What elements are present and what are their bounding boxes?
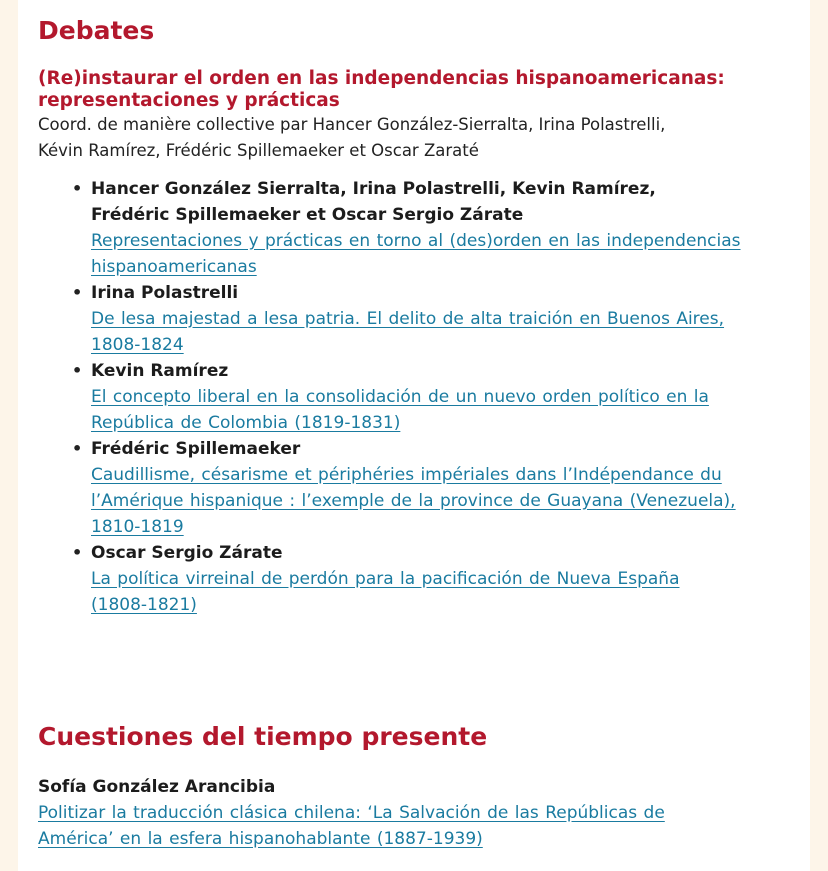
present-heading: Cuestiones del tiempo presente (38, 722, 488, 751)
article-link[interactable] (91, 462, 792, 540)
article-link[interactable] (91, 566, 792, 618)
dossier-title (38, 68, 792, 112)
article-link-line[interactable]: La política virreinal de perdón para la pacificación de Nueva España (91, 569, 680, 589)
coordinators (38, 112, 792, 164)
article-link-line[interactable]: l’Amérique hispanique : l’exemple de la province de Guayana (Venezuela), (91, 491, 736, 511)
bullet-icon: • (72, 283, 83, 302)
article-link-line[interactable]: América’ en la esfera hispanohablante (1887-1939) (38, 829, 483, 849)
article-author: Oscar Sergio Zárate (91, 543, 283, 563)
coordinators-line: Kévin Ramírez, Frédéric Spillemaeker et Oscar Zaraté (38, 141, 479, 160)
article-link-line[interactable]: 1808-1824 (91, 335, 184, 355)
dossier-title-line: representaciones y prácticas (38, 90, 340, 111)
article-author: Frédéric Spillemaeker (91, 439, 301, 459)
article-item (72, 280, 792, 358)
article-link-line[interactable]: Politizar la traducción clásica chilena: ‘La Salvación de las Repúblicas de (38, 803, 665, 823)
present-section (38, 722, 792, 852)
article-link-line[interactable]: 1810-1819 (91, 517, 184, 537)
article-author: Irina Polastrelli (91, 283, 239, 303)
article-item (72, 436, 792, 540)
article-item (72, 358, 792, 436)
debates-heading: Debates (38, 16, 155, 45)
page (18, 0, 810, 871)
bullet-icon: • (72, 361, 83, 380)
dossier-title-line: (Re)instaurar el orden en las independencias hispanoamericanas: (38, 68, 725, 89)
article-link-line[interactable]: De lesa majestad a lesa patria. El delito de alta traición en Buenos Aires, (91, 309, 725, 329)
article-item (72, 540, 792, 618)
article-link-line[interactable]: Representaciones y prácticas en torno al (des)orden en las independencias (91, 231, 741, 251)
article-link-line[interactable]: (1808-1821) (91, 595, 197, 615)
coordinators-line: Coord. de manière collective par Hancer González-Sierralta, Irina Polastrelli, (38, 115, 666, 134)
article-link-line[interactable]: República de Colombia (1819-1831) (91, 413, 401, 433)
present-article-link[interactable] (38, 800, 792, 852)
article-link-line[interactable]: El concepto liberal en la consolidación de un nuevo orden político en la (91, 387, 709, 407)
article-link[interactable] (91, 228, 792, 280)
bullet-icon: • (72, 543, 83, 562)
article-item (72, 176, 792, 280)
article-author-line: Frédéric Spillemaeker et Oscar Sergio Zárate (91, 205, 524, 225)
article-author (91, 176, 792, 228)
article-author: Kevin Ramírez (91, 361, 229, 381)
present-author: Sofía González Arancibia (38, 777, 276, 797)
article-author-line: Hancer González Sierralta, Irina Polastrelli, Kevin Ramírez, (91, 179, 656, 199)
bullet-icon: • (72, 179, 83, 198)
debates-section (38, 0, 792, 618)
article-link-line[interactable]: hispanoamericanas (91, 257, 257, 277)
article-link[interactable] (91, 384, 792, 436)
article-link-line[interactable]: Caudillisme, césarisme et périphéries impériales dans l’Indépendance du (91, 465, 722, 485)
bullet-icon: • (72, 439, 83, 458)
article-link[interactable] (91, 306, 792, 358)
article-list (38, 176, 792, 618)
